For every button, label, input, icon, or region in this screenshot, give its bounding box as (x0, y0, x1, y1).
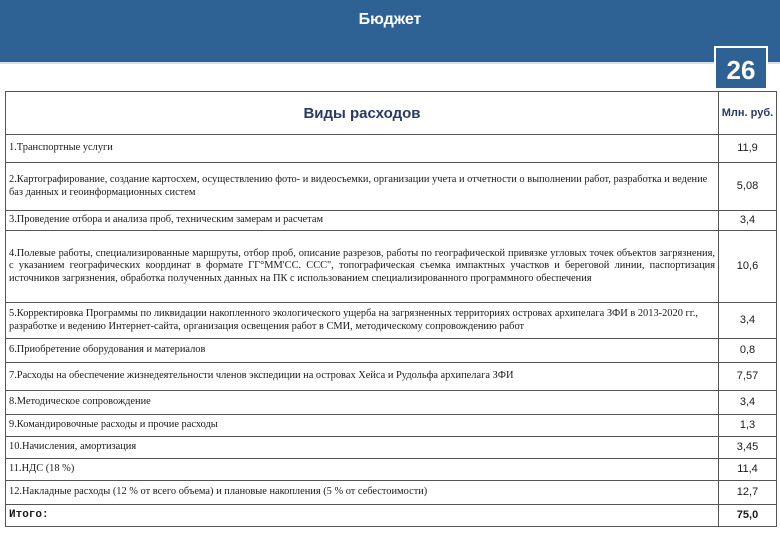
table-row (6, 481, 777, 505)
row-value: 12,7 (719, 481, 777, 505)
table-row (6, 363, 777, 391)
row-value: 0,8 (719, 339, 777, 363)
table-row (6, 459, 777, 481)
row-value: 3,4 (719, 211, 777, 231)
row-name: 2.Картографирование, создание картосхем, осуществлению фото- и видеосъемки, организации учета и отчетности о выполнении работ, разработка и ведение баз данных и геоинформационных систем (6, 163, 719, 211)
table-row (6, 339, 777, 363)
row-name: 1.Транспортные услуги (6, 135, 719, 163)
total-label: Итого: (6, 505, 719, 527)
row-value: 10,6 (719, 231, 777, 303)
row-name: 12.Накладные расходы (12 % от всего объема) и плановые накопления (5 % от себестоимости) (6, 481, 719, 505)
table-row (6, 163, 777, 211)
row-value: 3,4 (719, 303, 777, 339)
row-value: 1,3 (719, 415, 777, 437)
row-name: 6.Приобретение оборудования и материалов (6, 339, 719, 363)
total-row (6, 505, 777, 527)
row-value: 11,9 (719, 135, 777, 163)
total-value: 75,0 (719, 505, 777, 527)
row-value: 3,45 (719, 437, 777, 459)
page-number-badge: 26 (714, 46, 768, 90)
table-row (6, 135, 777, 163)
table-row (6, 303, 777, 339)
table-header-row (6, 92, 777, 135)
table-row (6, 391, 777, 415)
row-name: 8.Методическое сопровождение (6, 391, 719, 415)
row-name: 5.Корректировка Программы по ликвидации накопленного экологического ущерба на загрязненных территориях островах архипелага ЗФИ в 2013-2020 гг., разработке и ведению Интернет-сайта, организация освещения работ в СМИ, методическому сопровождению работ (6, 303, 719, 339)
slide-header (0, 0, 780, 62)
row-value: 5,08 (719, 163, 777, 211)
row-value: 11,4 (719, 459, 777, 481)
row-name: 10.Начисления, амортизация (6, 437, 719, 459)
column-header-expenses: Виды расходов (6, 92, 719, 135)
table-row (6, 415, 777, 437)
header-divider (0, 62, 780, 64)
table-row (6, 211, 777, 231)
row-name: 3.Проведение отбора и анализа проб, техническим замерам и расчетам (6, 211, 719, 231)
row-value: 3,4 (719, 391, 777, 415)
row-name: 4.Полевые работы, специализированные маршруты, отбор проб, описание разрезов, работы по географической привязке угловых точек объектов загрязнения, с указанием географических координат в формате ГГ°ММ'СС. ССС", топографическая съемка импактных участков и береговой линии, паспортизация источников загрязнения, обработка полученных данных на ПК с использованием специализированного программного обеспечения (6, 231, 719, 303)
slide-title: Бюджет (358, 11, 422, 28)
table-row (6, 437, 777, 459)
table-row (6, 231, 777, 303)
budget-table (5, 91, 777, 527)
row-name: 7.Расходы на обеспечение жизнедеятельности членов экспедиции на островах Хейса и Рудольфа архипелага ЗФИ (6, 363, 719, 391)
column-header-unit: Млн. руб. (719, 92, 777, 135)
row-name: 9.Командировочные расходы и прочие расходы (6, 415, 719, 437)
row-value: 7,57 (719, 363, 777, 391)
row-name: 11.НДС (18 %) (6, 459, 719, 481)
